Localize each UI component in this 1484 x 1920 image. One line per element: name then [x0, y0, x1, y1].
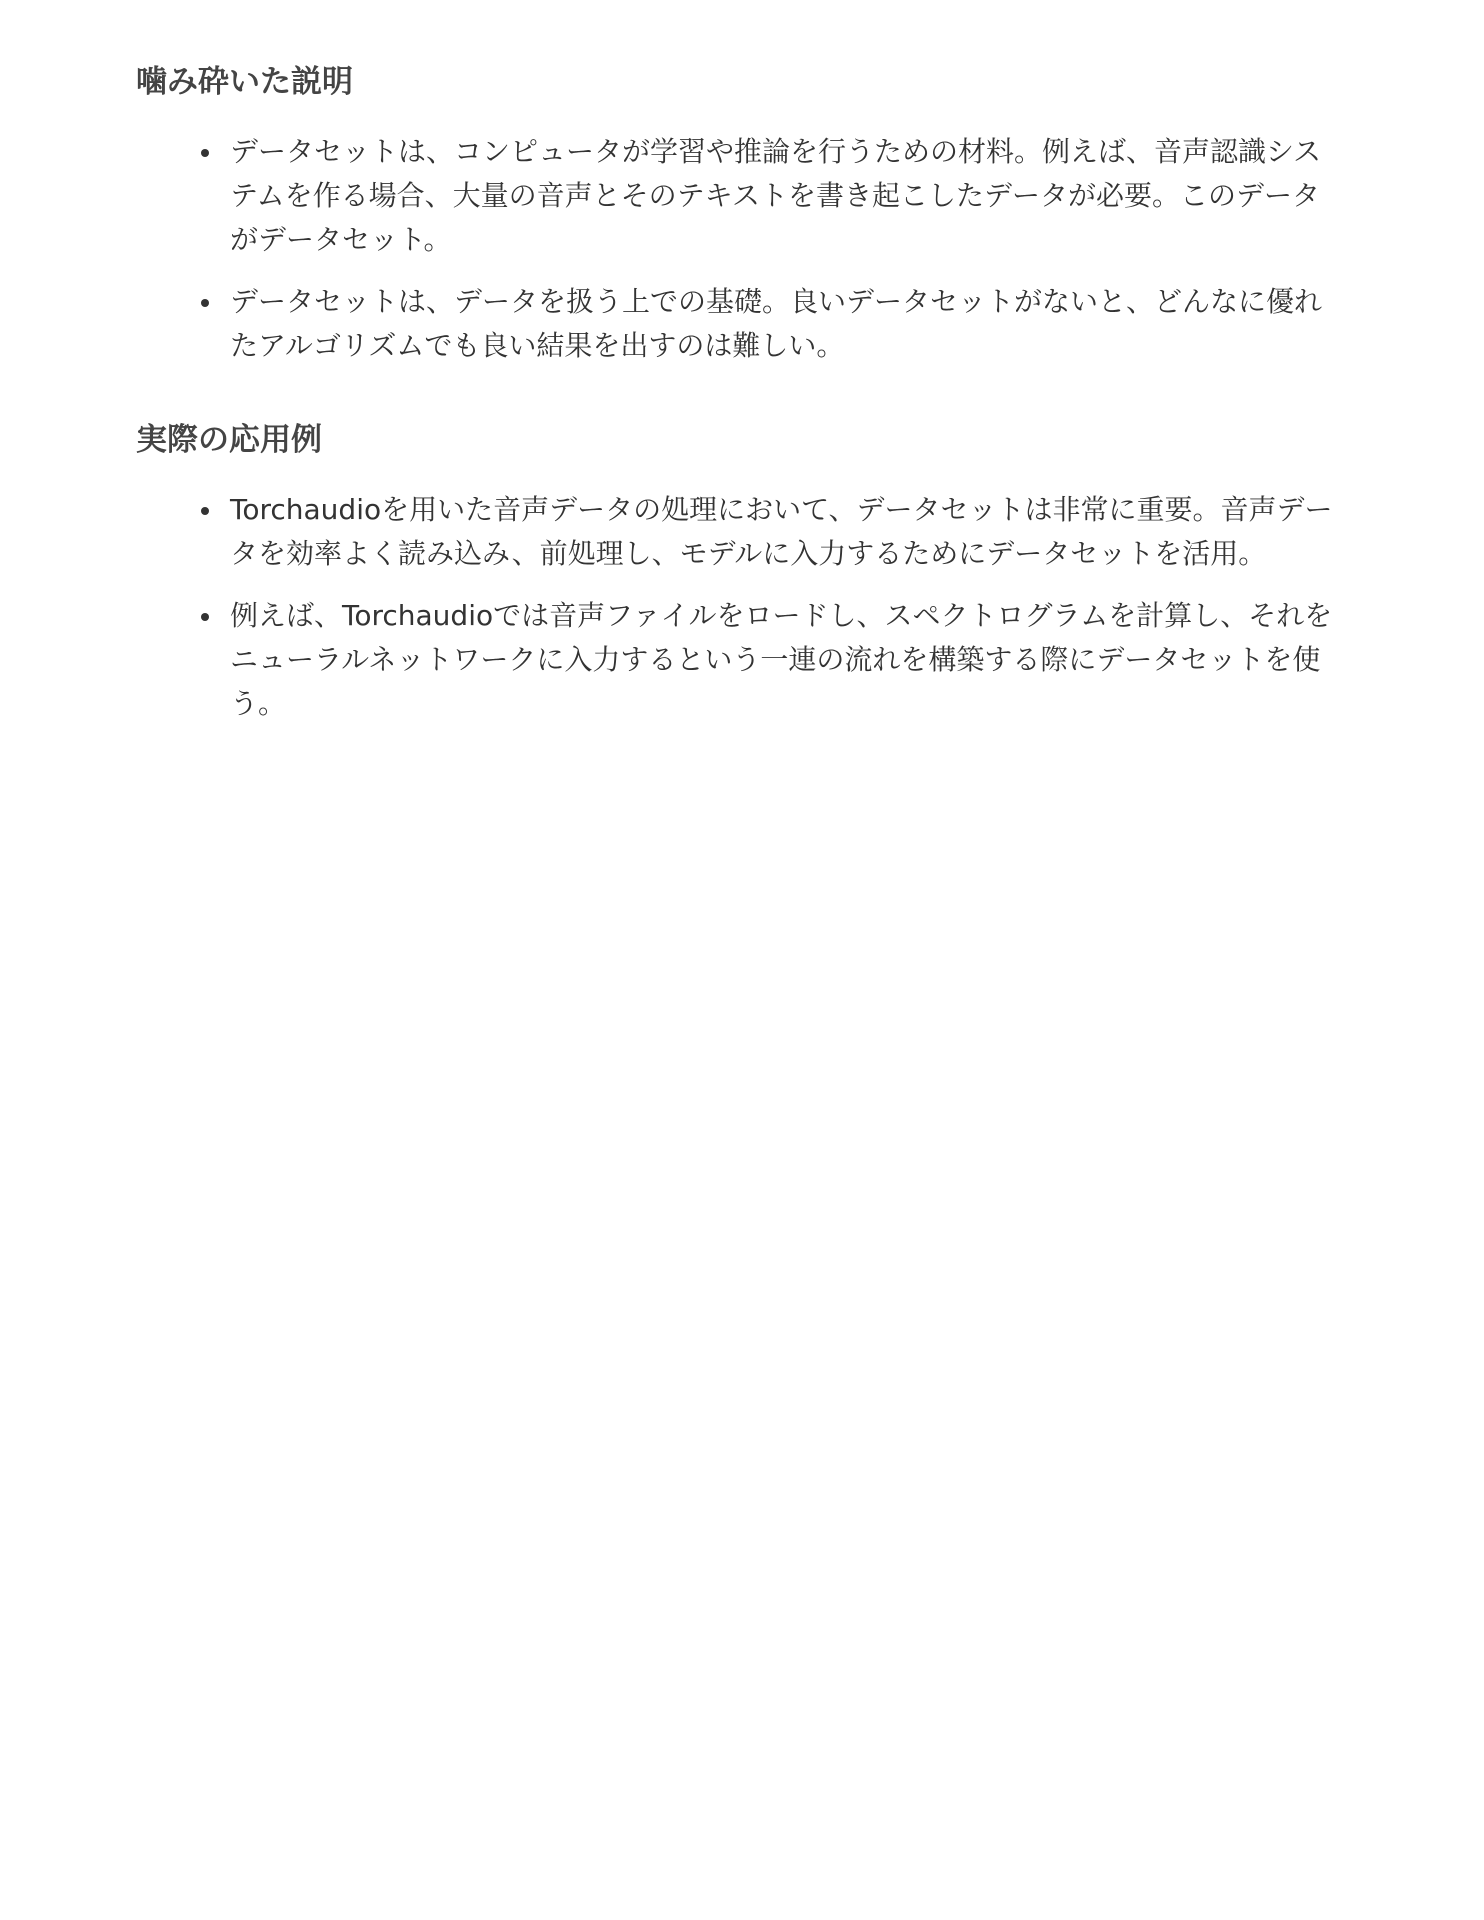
list-item — [230, 594, 1346, 726]
section-practical-examples — [136, 418, 1346, 726]
section-simple-explanation — [136, 60, 1346, 368]
bullet-icon — [201, 507, 209, 515]
list-item-text: 例えば、Torchaudioでは音声ファイルをロードし、スペクトログラムを計算し、それをニューラルネットワークに入力するという一連の流れを構築する際にデータセットを使う。 — [230, 599, 1333, 720]
list-item-text: データセットは、コンピュータが学習や推論を行うための材料。例えば、音声認識システムを作る場合、大量の音声とそのテキストを書き起こしたデータが必要。このデータがデータセット。 — [230, 135, 1322, 256]
list-item — [230, 280, 1346, 368]
bullet-icon — [201, 149, 209, 157]
list-item-text: Torchaudioを用いた音声データの処理において、データセットは非常に重要。音声データを効率よく読み込み、前処理し、モデルに入力するためにデータセットを活用。 — [230, 493, 1333, 570]
list-item — [230, 130, 1346, 262]
list-item — [230, 488, 1346, 576]
bullet-list — [136, 488, 1346, 726]
bullet-icon — [201, 299, 209, 307]
list-item-text: データセットは、データを扱う上での基礎。良いデータセットがないと、どんなに優れたアルゴリズムでも良い結果を出すのは難しい。 — [230, 285, 1323, 362]
document-page — [136, 60, 1346, 726]
section-heading: 実際の応用例 — [136, 422, 322, 458]
bullet-list — [136, 130, 1346, 368]
bullet-icon — [201, 613, 209, 621]
section-heading: 噛み砕いた説明 — [136, 64, 353, 100]
